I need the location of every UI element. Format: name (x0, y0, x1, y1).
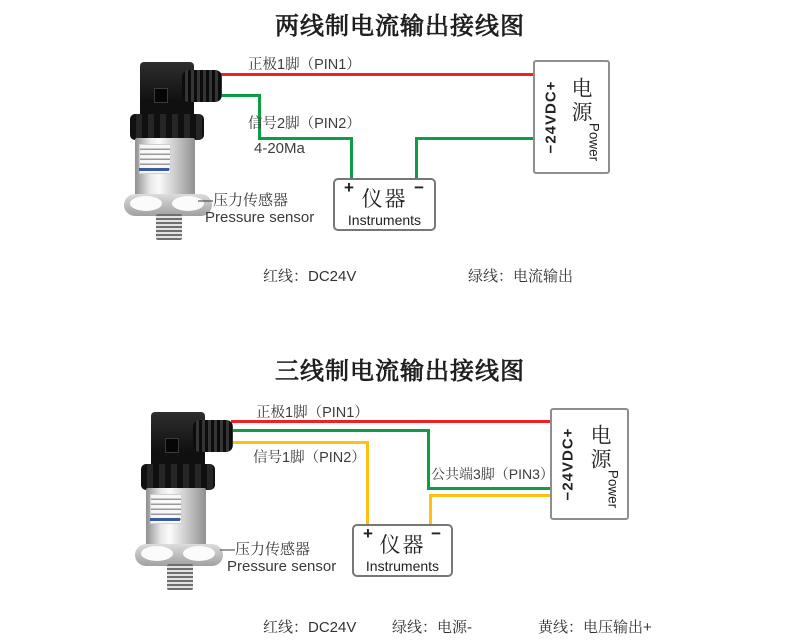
power-vdc-label: −24VDC+ (559, 427, 577, 501)
sensor-caption-en: Pressure sensor (205, 209, 315, 226)
instruments-label-en: Instruments (347, 212, 422, 228)
legend-red-wire: 红线：DC24V (263, 619, 357, 636)
sensor-cable-gland (193, 420, 233, 452)
minus-terminal: − (431, 524, 441, 543)
sensor-spec-label-blue-row (150, 518, 180, 521)
sensor-caption (198, 192, 314, 226)
sensor-locking-collar (130, 114, 204, 140)
legend-red-wire: 红线：DC24V (263, 268, 357, 285)
common-wire-green-seg2 (427, 429, 430, 490)
current-range-label: 4-20Ma (254, 140, 305, 157)
plus-terminal: + (344, 178, 354, 197)
sensor-spec-label-blue-row (139, 168, 169, 171)
instrument-return-yellow-seg1 (429, 494, 432, 525)
power-box (533, 60, 610, 174)
sensor-cable-gland (182, 70, 222, 102)
common-wire-green-seg1 (230, 429, 430, 432)
instrument-return-yellow-seg2 (429, 494, 552, 497)
sensor-thread-stub (167, 564, 193, 590)
sensor-connector-window (165, 438, 179, 453)
instruments-label-en: Instruments (365, 558, 440, 574)
power-label-cn: 电源 (569, 77, 592, 125)
power-box (550, 408, 629, 520)
pin2-wire-label: 信号2脚（PIN2） (248, 116, 361, 132)
pin3-wire-label: 公共端3脚（PIN3） (431, 466, 554, 482)
sensor-caption-en: Pressure sensor (227, 558, 337, 575)
instruments-box (333, 178, 436, 231)
pin1-wire-label: 正极1脚（PIN1） (256, 405, 369, 421)
power-label-en: Power (605, 469, 621, 509)
return-wire-green-seg1 (415, 137, 418, 179)
sensor-caption-cn: —压力传感器 (198, 192, 289, 209)
pin2-wire-label: 信号1脚（PIN2） (253, 450, 366, 466)
signal-wire-yellow-seg2 (366, 441, 369, 525)
diagram-title: 三线制电流输出接线图 (275, 358, 525, 385)
sensor-connector-window (154, 88, 168, 103)
instruments-box (352, 524, 453, 577)
legend-yellow-wire: 黄线：电压输出+ (538, 619, 652, 636)
sensor-caption (220, 541, 336, 575)
diagram-title: 两线制电流输出接线图 (275, 13, 525, 40)
pin1-wire-label: 正极1脚（PIN1） (248, 57, 361, 73)
power-label-cn: 电源 (588, 424, 611, 472)
instruments-label-cn: 仪器 (361, 188, 408, 211)
sensor-hex-highlight-right (183, 546, 215, 561)
signal-wire-yellow-seg1 (230, 441, 369, 444)
legend-green-wire: 绿线：电源- (392, 619, 472, 636)
signal-wire-green-seg4 (350, 137, 353, 179)
plus-terminal: + (363, 524, 373, 543)
minus-terminal: − (414, 178, 424, 197)
power-vdc-label: −24VDC+ (542, 80, 560, 154)
legend-green-wire: 绿线：电流输出 (468, 268, 574, 285)
sensor-hex-highlight-left (130, 196, 162, 211)
sensor-caption-cn: —压力传感器 (220, 541, 311, 558)
sensor-locking-collar (141, 464, 215, 490)
sensor-hex-highlight-left (141, 546, 173, 561)
common-wire-green-seg3 (427, 487, 552, 490)
power-label-en: Power (586, 122, 602, 162)
sensor-thread-stub (156, 214, 182, 240)
instruments-label-cn: 仪器 (379, 534, 426, 557)
return-wire-green-seg2 (415, 137, 535, 140)
